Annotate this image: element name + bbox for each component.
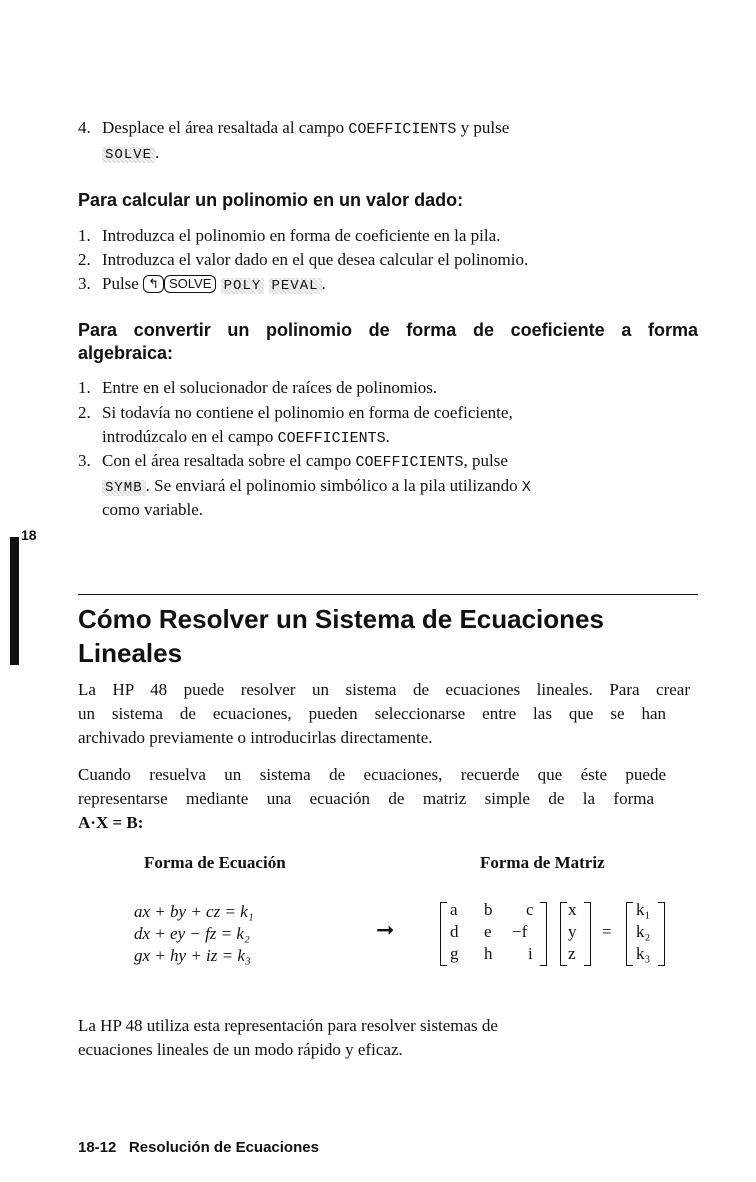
menu-key-poly: POLY <box>221 278 265 294</box>
matrix-a-cell: h <box>484 944 493 963</box>
left-shift-key-icon: ↰ <box>143 275 164 293</box>
vector-x-cell: z <box>568 944 576 963</box>
step-number: 2. <box>78 250 91 269</box>
step-text: Introduzca el polinomio en forma de coeficiente en la pila. <box>102 226 501 245</box>
section-heading-convert-2: algebraica: <box>78 343 174 363</box>
eval-step-1 <box>78 224 500 248</box>
step-number: 3. <box>78 451 91 470</box>
section-heading-evaluate: Para calcular un polinomio en un valor dado: <box>78 190 464 210</box>
vector-x-left-bracket <box>560 902 567 966</box>
vector-k-cell: k₂ <box>636 922 651 941</box>
step-number: 3. <box>78 274 91 293</box>
step-text: Entre en el solucionador de raíces de polinomios. <box>102 378 438 397</box>
step-text: Introduzca el valor dado en el que desea calcular el polinomio. <box>102 250 529 269</box>
menu-key-solve: SOLVE <box>102 147 155 163</box>
field-name: COEFFICIENTS <box>277 430 386 447</box>
matrix-a-cell: d <box>450 922 459 941</box>
step-number: 4. <box>78 118 91 137</box>
menu-key-symb: SYMB <box>102 480 146 496</box>
step-4 <box>78 116 509 142</box>
chapter-tab-number: 18 <box>21 527 37 543</box>
eval-step-3 <box>78 272 326 298</box>
vector-x-cell: x <box>568 900 577 919</box>
menu-key-peval: PEVAL <box>269 278 322 294</box>
column-heading-matrix: Forma de Matriz <box>480 853 605 872</box>
field-name: COEFFICIENTS <box>355 454 464 471</box>
matrix-equals: = <box>602 922 612 941</box>
period: . <box>321 274 326 293</box>
variable-name: X <box>521 479 531 496</box>
step-number: 1. <box>78 378 91 397</box>
convert-step-1 <box>78 376 437 400</box>
arrow-icon: ➞ <box>376 918 395 943</box>
step-number: 1. <box>78 226 91 245</box>
step-text: Con el área resaltada sobre el campo <box>102 451 352 470</box>
step-text: . Se enviará el polinomio simbólico a la pila utilizando <box>145 476 518 495</box>
chapter-tab-bar <box>10 537 19 665</box>
matrix-a-cell: −f <box>512 922 528 941</box>
paragraph-3-line-2: ecuaciones lineales de un modo rápido y eficaz. <box>78 1040 403 1059</box>
eval-step-2 <box>78 248 528 272</box>
matrix-a-cell: i <box>528 944 533 963</box>
vector-k-right-bracket <box>658 902 665 966</box>
matrix-formula: A·X = B: <box>78 813 144 832</box>
vector-k-cell: k₃ <box>636 944 651 963</box>
section-title-line-2: Lineales <box>78 638 183 668</box>
step-text-after: y pulse <box>460 118 510 137</box>
paragraph-3-line-1: La HP 48 utiliza esta representación para resolver sistemas de <box>78 1016 498 1035</box>
period: . <box>385 427 390 446</box>
field-name: COEFFICIENTS <box>348 121 457 138</box>
footer <box>78 1139 319 1156</box>
matrix-a-cell: a <box>450 900 458 919</box>
convert-step-3-cont-2: como variable. <box>102 500 204 519</box>
equation-1: ax + by + cz = k₁ <box>134 902 254 921</box>
equation-3: gx + hy + iz = k₃ <box>134 946 251 965</box>
paragraph-1-line-1: La HP 48 puede resolver un sistema de ecuaciones lineales. Para crear <box>78 680 690 699</box>
matrix-a-cell: b <box>484 900 493 919</box>
equation-2: dx + ey − fz = k₂ <box>134 924 250 943</box>
step-text: Desplace el área resaltada al campo <box>102 118 345 137</box>
footer-page-number: 18-12 <box>78 1139 117 1156</box>
vector-k-left-bracket <box>626 902 633 966</box>
step-4-cont <box>102 141 159 167</box>
step-number: 2. <box>78 403 91 422</box>
paragraph-2-line-1: Cuando resuelva un sistema de ecuaciones, recuerde que éste puede <box>78 765 666 784</box>
step-text: introdúzcalo en el campo <box>102 427 274 446</box>
period: . <box>155 143 160 162</box>
step-text: Pulse <box>102 274 139 293</box>
matrix-a-cell: c <box>526 900 534 919</box>
section-title <box>78 602 604 670</box>
solve-key: SOLVE <box>164 275 216 293</box>
convert-step-2 <box>78 401 513 425</box>
step-text-after: , pulse <box>463 451 508 470</box>
paragraph-1-line-2: un sistema de ecuaciones, pueden seleccionarse entre las que se han <box>78 704 666 723</box>
matrix-a-right-bracket <box>540 902 547 966</box>
footer-title: Resolución de Ecuaciones <box>128 1139 319 1156</box>
vector-k-cell: k₁ <box>636 900 651 919</box>
vector-x-right-bracket <box>584 902 591 966</box>
convert-step-3 <box>78 449 508 475</box>
section-heading-convert: Para convertir un polinomio de forma de coeficiente a forma <box>78 320 698 340</box>
matrix-a-left-bracket <box>440 902 447 966</box>
paragraph-2-line-2: representarse mediante una ecuación de matriz simple de la forma <box>78 789 654 808</box>
paragraph-1-line-3: archivado previamente o introducirlas directamente. <box>78 728 433 747</box>
matrix-a-cell: g <box>450 944 459 963</box>
convert-step-3-cont <box>102 474 531 500</box>
section-divider <box>78 594 698 595</box>
matrix-a-cell: e <box>484 922 492 941</box>
section-title-line-1: Cómo Resolver un Sistema de Ecuaciones <box>78 604 604 634</box>
vector-x-cell: y <box>568 922 577 941</box>
step-text: Si todavía no contiene el polinomio en forma de coeficiente, <box>102 403 513 422</box>
column-heading-equation: Forma de Ecuación <box>144 853 286 872</box>
convert-step-2-cont <box>102 425 390 451</box>
